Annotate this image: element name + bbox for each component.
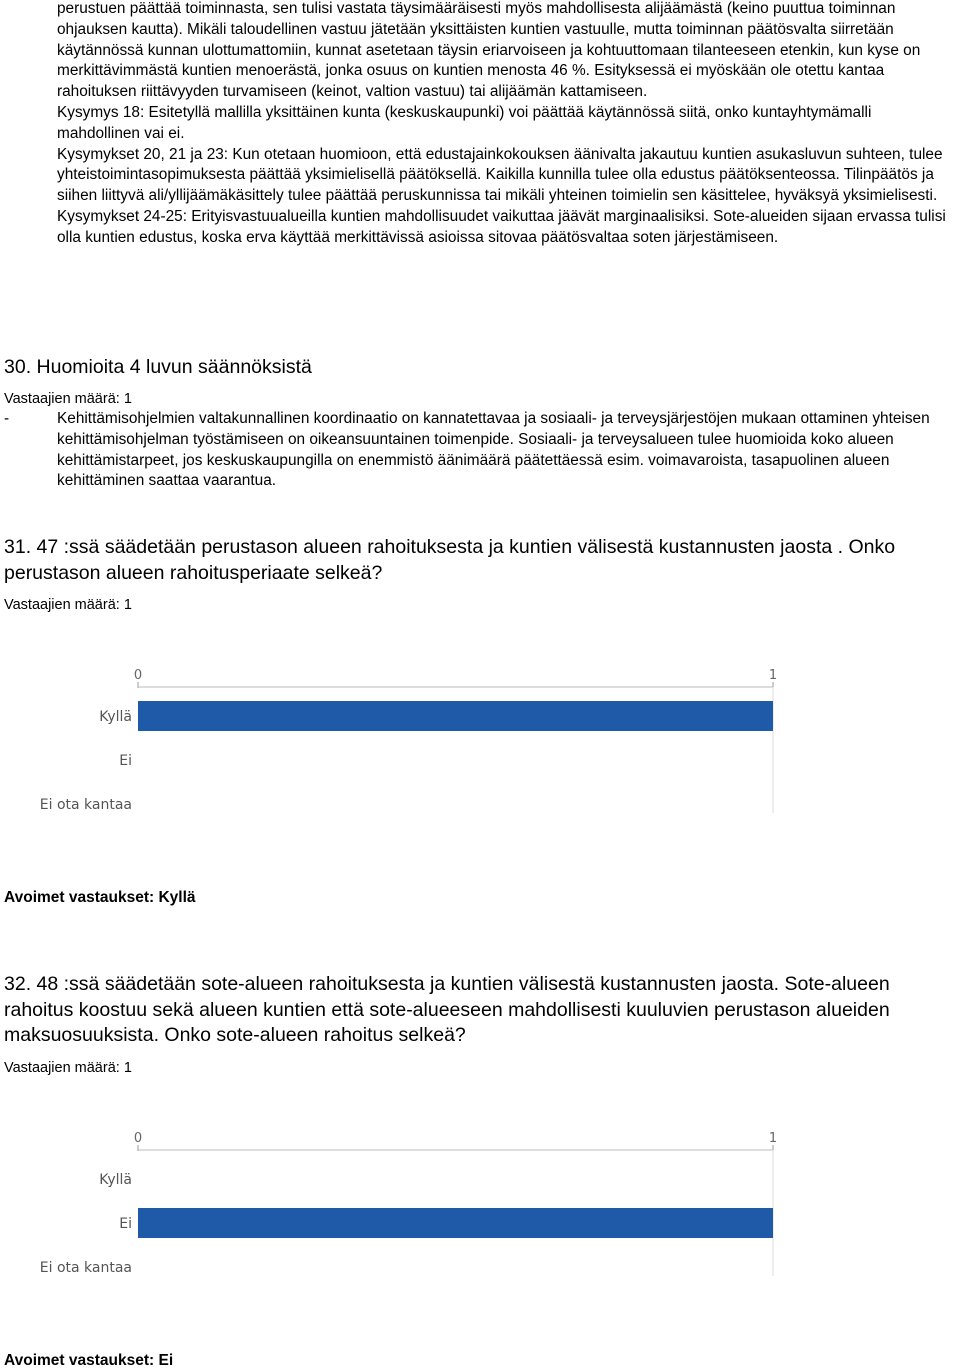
question-32-heading: 32. 48 :ssä säädetään sote-alueen rahoituksesta ja kuntien välisestä kustannusten jaosta. Sote-alueen rahoitus koostuu sekä alueen kuntien että sote-alueeseen mahdollisesti kuuluvien perustason alueiden maksuosuuksista. Onko sote-alueen rahoitus selkeä?: [4, 973, 890, 1046]
intro-paragraph-3: Kysymykset 20, 21 ja 23: Kun otetaan huomioon, että edustajainkokouksen äänivalta jakautuu kuntien asukasluvun suhteen, tulee yhteistoimintasopimuksesta päättää yksimielisellä päätöksellä. Kaikilla kunnilla tulee olla edustus päätöksenteossa. Tilinpäätös ja siihen liittyvä ali/yllijäämäkäsittely tulee päättää peruskunnissa tai mikäli yhteinen toimielin sen käsittelee, hyväksyä yksimielisesti.: [57, 145, 943, 205]
question-32-chart: [0, 1118, 960, 1278]
question-30-answer: [4, 409, 954, 492]
x-tick-label: 1: [768, 1131, 778, 1146]
intro-text: [57, 0, 957, 249]
question-32-open-answers: Avoimet vastaukset: Ei: [4, 1352, 174, 1369]
category-label: Kyllä: [99, 709, 132, 725]
intro-paragraph-4: Kysymykset 24-25: Erityisvastuualueilla kuntien mahdollisuudet vaikuttaa jäävät marginaalisiksi. Sote-alueiden sijaan ervassa tulisi olla kuntien edustus, koska erva käyttää merkittävissä asioissa sitovaa päätösvaltaa soten järjestämiseen.: [57, 207, 946, 246]
question-30-respondents: Vastaajien määrä: 1: [4, 391, 132, 407]
question-32-chart-svg: [0, 1118, 960, 1278]
question-32-respondents: Vastaajien määrä: 1: [4, 1060, 132, 1076]
question-31-chart-svg: [0, 655, 960, 815]
category-label: Ei: [119, 1216, 132, 1232]
category-label: Ei ota kantaa: [39, 1260, 132, 1276]
answer-bullet: -: [4, 410, 10, 427]
question-31-respondents: Vastaajien määrä: 1: [4, 597, 132, 613]
x-tick-label: 0: [133, 668, 143, 683]
x-tick-label: 0: [133, 1131, 143, 1146]
question-31-heading: 31. 47 :ssä säädetään perustason alueen rahoituksesta ja kuntien välisestä kustannusten jaosta . Onko perustason alueen rahoitusperiaate selkeä?: [4, 536, 896, 584]
question-31-open-answers: Avoimet vastaukset: Kyllä: [4, 889, 196, 906]
category-label: Kyllä: [99, 1172, 132, 1188]
bar: [138, 701, 773, 731]
intro-paragraph-2: Kysymys 18: Esitetyllä mallilla yksittäinen kunta (keskuskaupunki) voi päättää käytännössä siitä, onko kuntayhtymämalli mahdollinen vai ei.: [57, 103, 872, 142]
x-tick-label: 1: [768, 668, 778, 683]
question-30-heading: 30. Huomioita 4 luvun säännöksistä: [4, 356, 312, 378]
category-label: Ei ota kantaa: [39, 797, 132, 813]
question-31-chart: [0, 655, 960, 815]
bar: [138, 1208, 773, 1238]
intro-paragraph-1: perustuen päättää toiminnasta, sen tulisi vastata täysimääräisesti myös mahdollisesta alijäämästä (keino puuttua toiminnan ohjauksen kautta). Mikäli taloudellinen vastuu jätetään yksittäisten kuntien vastuulle, mutta toiminnan päätösvalta siirretään käytännössä kunnan ulottumattomiin, kunnat asetetaan täysin eriarvoiseen ja kohtuuttomaan tilanteeseen etenkin, kun kyse on merkittävimmästä kuntien menoerästä, jonka osuus on kuntien menosta 46 %. Esityksessä ei myöskään ole otettu kantaa rahoituksen riittävyyden turvamiseen (keinot, valtion vastuu) tai alijäämän kattamiseen.: [57, 0, 921, 101]
category-label: Ei: [119, 753, 132, 769]
question-30-answer-text: Kehittämisohjelmien valtakunnallinen koordinaatio on kannatettavaa ja sosiaali- ja terveysjärjestöjen mukaan ottaminen yhteisen kehittämisohjelman työstämiseen on oikeansuuntainen toimenpide. Sosiaali- ja terveysalueen tulee huomioida koko alueen kehittämistarpeet, jos keskuskaupungilla on enemmistö äänimäärä päätettäessä esim. voimavaroista, tasapuolinen alueen kehittäminen saattaa vaarantua.: [57, 410, 930, 490]
